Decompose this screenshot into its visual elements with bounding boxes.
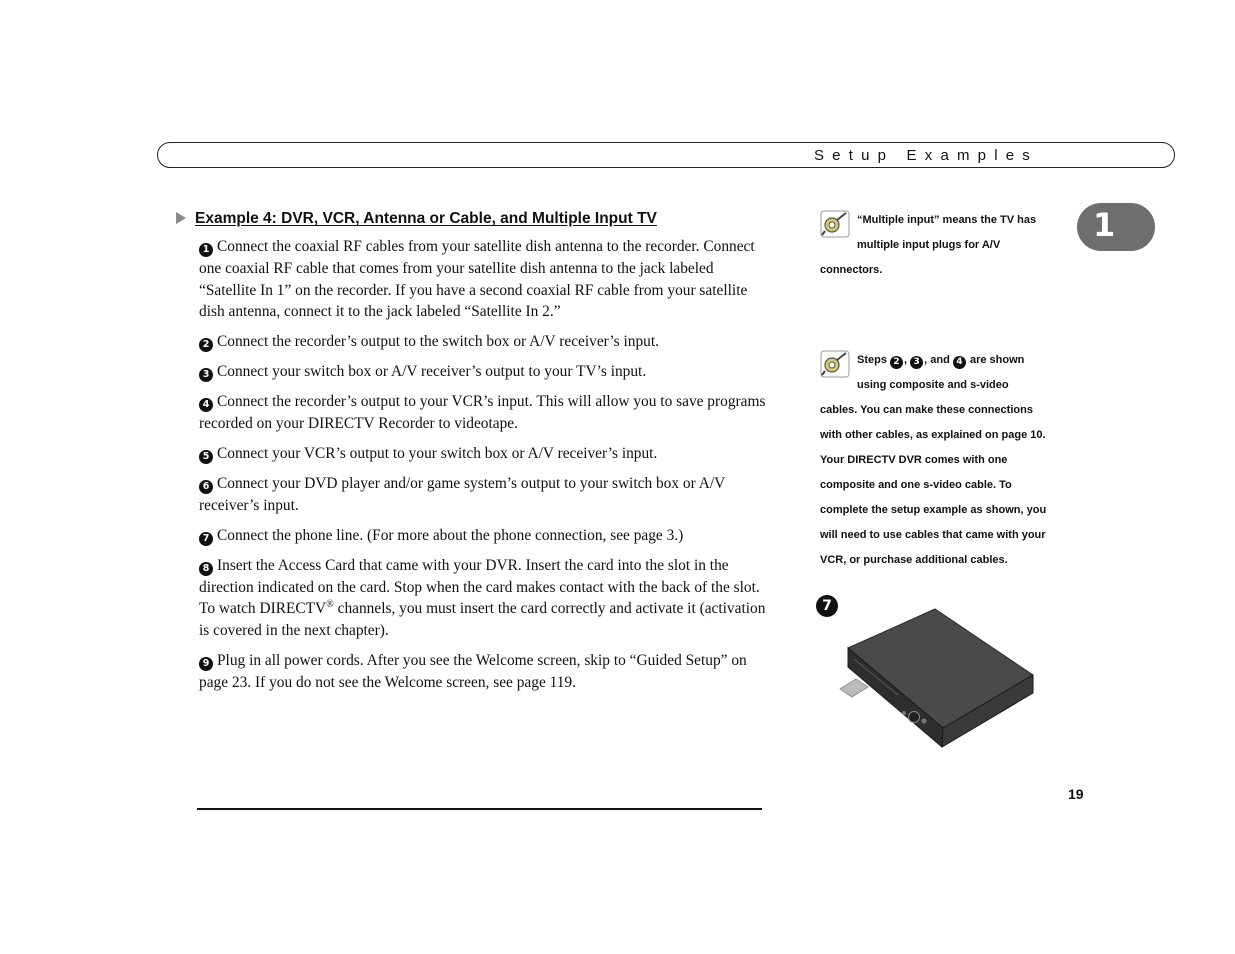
step-text: Connect your VCR’s output to your switch box or A/V receiver’s input. <box>217 445 658 463</box>
triangle-bullet-icon <box>176 212 186 224</box>
header-bar <box>157 142 1175 168</box>
section-heading <box>176 210 657 228</box>
step-number-badge: 1 <box>199 243 213 257</box>
step-8 <box>199 555 774 642</box>
step-number-badge: 6 <box>199 480 213 494</box>
steps-list <box>199 236 774 702</box>
note-text-lead: Steps <box>857 354 887 366</box>
step-text: Insert the Access Card that came with your DVR. Insert the card into the slot in the direction indicated on the card. Stop when the card makes contact with the back of the slot. To watch DIRECTV <box>199 556 760 618</box>
step-text: Connect the phone line. (For more about the phone connection, see page 3.) <box>217 526 684 544</box>
step-number-badge: 4 <box>199 398 213 412</box>
step-number-badge: 3 <box>199 368 213 382</box>
sidebar-note-multiple-input <box>820 208 1048 283</box>
bottom-divider <box>197 808 762 810</box>
step-text: Connect the coaxial RF cables from your satellite dish antenna to the recorder. Connect one coaxial RF cable that comes from your satellite dish antenna to the jack labeled “Satellite In 1” on the recorder. If you have a second coaxial RF cable from your satellite dish antenna, connect it to the jack labeled “Satellite In 2.” <box>199 238 755 321</box>
step-4 <box>199 391 774 435</box>
section-header-title: Setup Examples <box>813 147 1038 164</box>
step-number-badge: 7 <box>199 532 213 546</box>
step-number-badge: 9 <box>199 657 213 671</box>
chapter-tab <box>1077 203 1155 251</box>
dvr-receiver-icon <box>838 603 1038 753</box>
sidebar-note-steps <box>820 348 1048 573</box>
step-number-badge: 2 <box>199 338 213 352</box>
step-6 <box>199 473 774 517</box>
step-text: Connect the recorder’s output to the switch box or A/V receiver’s input. <box>217 333 659 351</box>
note-separator: , <box>904 354 908 366</box>
section-heading-text: Example 4: DVR, VCR, Antenna or Cable, and Multiple Input TV <box>195 210 657 227</box>
note-text: are shown using composite and s-video cables. You can make these connections with other cables, as explained on page 10. Your DIRECTV DVR comes with one composite and one s-video cable. To complete the setup example as shown, you will need to use cables that came with your VCR, or purchase additional cables. <box>820 354 1047 566</box>
plug-icon <box>820 350 850 378</box>
chapter-number: 1 <box>1093 206 1116 244</box>
step-text-continued: channels, you must insert the card correctly and activate it (activation is covered in the next chapter). <box>199 600 766 640</box>
step-number-badge: 2 <box>890 356 903 369</box>
registered-mark: ® <box>326 599 334 611</box>
step-number-badge: 5 <box>199 450 213 464</box>
step-number-badge: 3 <box>910 356 923 369</box>
step-number-badge: 4 <box>953 356 966 369</box>
plug-icon <box>820 210 850 238</box>
note-separator: , and <box>924 354 950 366</box>
page-number: 19 <box>1068 786 1084 802</box>
step-1 <box>199 236 774 323</box>
step-9 <box>199 650 774 694</box>
step-text: Connect the recorder’s output to your VCR’s input. This will allow you to save programs recorded on your DIRECTV Recorder to videotape. <box>199 393 766 433</box>
step-2 <box>199 331 774 353</box>
figure-number-badge: 7 <box>816 595 838 617</box>
note-text: “Multiple input” means the TV has multiple input plugs for A/V connectors. <box>820 214 1037 276</box>
step-7 <box>199 525 774 547</box>
step-text: Connect your DVD player and/or game system’s output to your switch box or A/V receiver’s input. <box>199 475 725 514</box>
step-5 <box>199 443 774 465</box>
step-text: Plug in all power cords. After you see the Welcome screen, skip to “Guided Setup” on page 23. If you do not see the Welcome screen, see page 119. <box>199 652 747 692</box>
step-number-badge: 8 <box>199 562 213 576</box>
step-3 <box>199 361 774 383</box>
step-text: Connect your switch box or A/V receiver’s output to your TV’s input. <box>217 363 647 381</box>
